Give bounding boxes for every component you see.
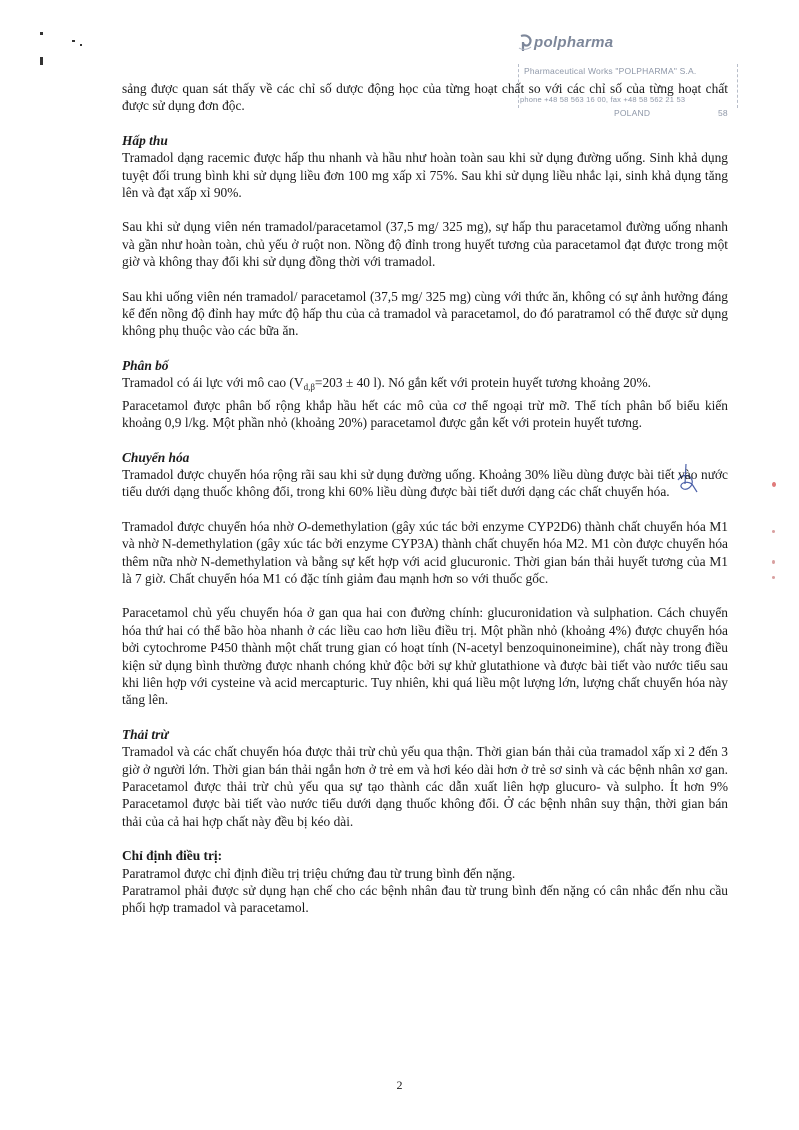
document-body: [122, 80, 728, 917]
absorption-paragraph-2: Sau khi sử dụng viên nén tramadol/paracetamol (37,5 mg/ 325 mg), sự hấp thu paracetamol đường uống nhanh và gần như hoàn toàn, chủ yếu ở ruột non. Nồng độ đỉnh trong huyết tương của paracetamol đạt được trong một giờ và không thay đổi khi sử dụng đồng thời với tramadol.: [122, 219, 728, 270]
section-heading-distribution: Phân bố: [122, 357, 169, 373]
distribution-paragraph-1: [122, 374, 728, 396]
distribution-paragraph-2: Paracetamol được phân bố rộng khắp hầu hết các mô của cơ thể ngoại trừ mỡ. Thể tích phân bố biểu kiến khoảng 0,9 l/kg. Một phần nhỏ (khoảng 20%) paracetamol được gắn kết với protein huyết tương.: [122, 397, 728, 431]
o-italic: O: [297, 518, 307, 534]
section-heading-elimination: Thải trừ: [122, 726, 169, 742]
stamp-line-3: POLAND: [614, 108, 651, 118]
volume-subscript: d,β: [303, 382, 315, 393]
scan-mark: [80, 44, 82, 46]
metabolism-paragraph-2: [122, 518, 728, 588]
metabolism-p2-before: Tramadol được chuyển hóa nhờ: [122, 518, 298, 534]
metabolism-paragraph-1: Tramadol được chuyển hóa rộng rãi sau khi sử dụng đường uống. Khoảng 30% liều dùng được bài tiết vào nước tiểu dưới dạng thuốc không đổi, trong khi 60% liều dùng được bài tiết dưới dạng các chất chuyển hóa.: [122, 466, 728, 500]
intro-paragraph: sảng được quan sát thấy về các chỉ số dược động học của từng hoạt chất so với các chỉ số của từng hoạt chất được sử dụng đơn độc.: [122, 81, 728, 114]
section-heading-indications: Chỉ định điều trị:: [122, 848, 223, 864]
scan-mark: [40, 57, 43, 65]
section-heading-absorption: Hấp thu: [122, 132, 168, 148]
elimination-paragraph-1: Tramadol và các chất chuyển hóa được thải trừ chủ yếu qua thận. Thời gian bán thải của tramadol xấp xỉ 2 đến 3 giờ ở người lớn. Thời gian bán thải ngắn hơn ở trẻ em và hơi kéo dài hơn ở trẻ sơ sinh và các bệnh nhân xơ gan. Paracetamol được thải trừ chủ yếu qua sự tạo thành các dẫn xuất liên hợp glucuro- và sulpho. Ít hơn 9% Paracetamol được bài tiết vào nước tiểu dưới dạng thuốc không đổi. Ở các bệnh nhân suy thận, thời gian bán thải của cả hai hợp chất này đều bị kéo dài.: [122, 744, 728, 829]
scan-mark: [772, 482, 776, 487]
distribution-p1-before: Tramadol có ái lực với mô cao (V: [122, 375, 304, 391]
absorption-paragraph-1: Tramadol dạng racemic được hấp thu nhanh và hầu như hoàn toàn sau khi sử dụng đường uống. Sinh khả dụng tuyệt đối trung bình khi sử dụng liều đơn 100 mg xấp xỉ 75%. Sau khi sử dụng liều nhắc lại, sinh khả dụng tăng lên và đạt xấp xỉ 90%.: [122, 150, 728, 201]
metabolism-paragraph-3: Paracetamol chủ yếu chuyển hóa ở gan qua hai con đường chính: glucuronidation và sulphation. Cách chuyển hóa thứ hai có thể bão hòa nhanh ở các liều cao hơn liều điều trị. Một phần nhỏ (khoảng 4%) được chuyển hóa bởi cytochrome P450 thành một chất trung gian có hoạt tính (N-acetyl benzoquinoneimine), chất này trong điều kiện sử dụng bình thường được nhanh chóng khử độc bởi sự khử glutathione và được bài tiết vào nước tiểu sau khi liên hợp với cysteine và acid mercapturic. Tuy nhiên, khi quá liều một lượng lớn, lượng chất chuyển hóa này tăng lên.: [122, 605, 728, 708]
page-number: 2: [396, 1078, 403, 1092]
scan-mark: [772, 530, 775, 533]
distribution-p1-after: =203 ± 40 l). Nó gắn kết với protein huyết tương khoảng 20%.: [314, 375, 651, 391]
stamp-line-1: Pharmaceutical Works "POLPHARMA" S.A.: [524, 66, 697, 76]
stamp-line-3-right: 58: [718, 108, 728, 118]
metabolism-p2-after: -demethylation (gây xúc tác bởi enzyme CYP2D6) thành chất chuyển hóa M1 và nhờ N-demethylation (gây xúc tác bởi enzyme CYP3A) thành chất chuyển hóa M2. M1 còn được chuyển hóa thêm nữa nhờ N-demethylation và bằng sự kết hợp với acid glucuronic. Thời gian bán thải huyết tương của M1 là 7 giờ. Chất chuyển hóa M1 có đặc tính giảm đau mạnh hơn so với thuốc gốc.: [122, 518, 728, 586]
stamp-brand: polpharma: [534, 34, 614, 51]
scan-mark: [40, 32, 43, 35]
absorption-paragraph-3: Sau khi uống viên nén tramadol/ paracetamol (37,5 mg/ 325 mg) cùng với thức ăn, không có sự ảnh hưởng đáng kể đến nồng độ đỉnh hay mức độ hấp thu của cả tramadol và paracetamol, do đó paratramol có thể được sử dụng không phụ thuộc vào các bữa ăn.: [122, 288, 728, 339]
scan-mark: [772, 560, 775, 564]
stamp-line-2: phone +48 58 563 16 00, fax +48 58 562 21 53: [520, 95, 686, 104]
scan-mark: [72, 40, 75, 42]
polpharma-logo-icon: [518, 34, 534, 52]
indications-paragraph-2: Paratramol phải được sử dụng hạn chế cho các bệnh nhân đau từ trung bình đến nặng có cân nhắc đến nhu cầu phối hợp tramadol và paracetamol.: [122, 883, 728, 916]
indications-paragraph-1: Paratramol được chỉ định điều trị triệu chứng đau từ trung bình đến nặng.: [122, 865, 516, 881]
scan-mark: [772, 576, 775, 579]
section-heading-metabolism: Chuyển hóa: [122, 449, 190, 465]
